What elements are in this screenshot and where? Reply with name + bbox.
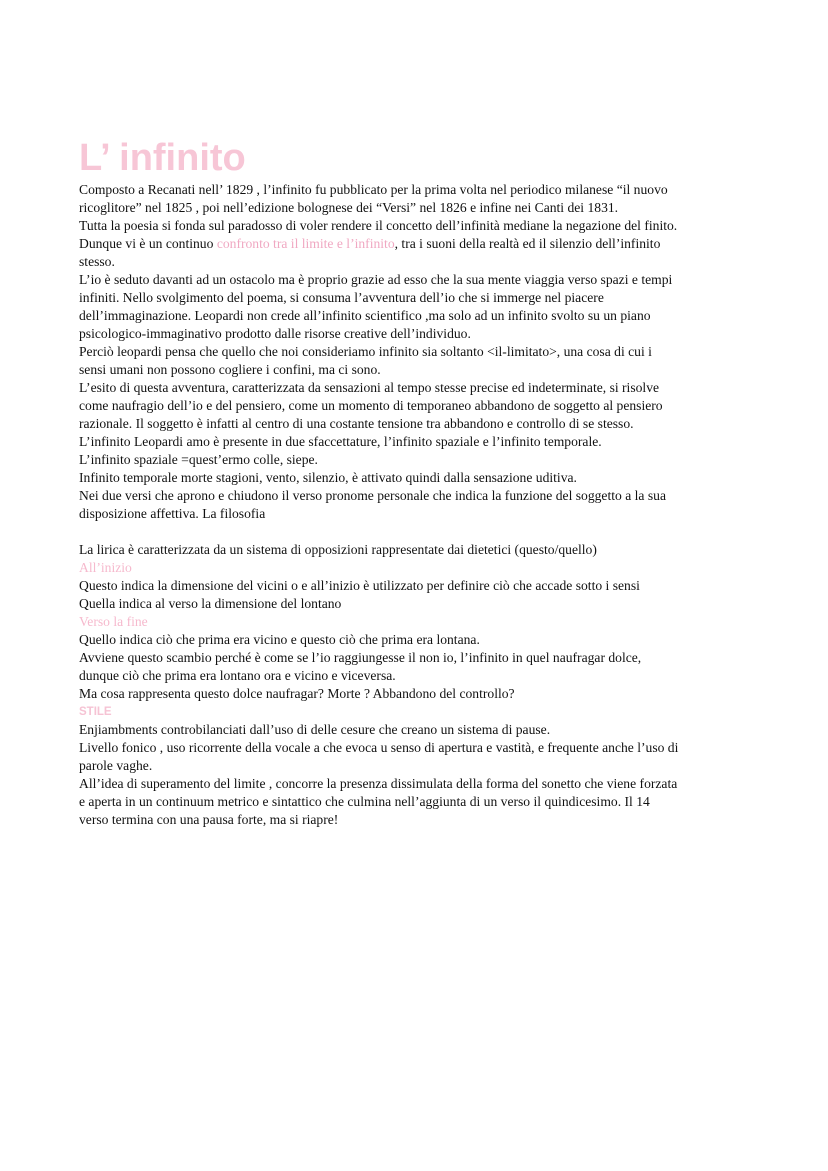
text-line: L’infinito Leopardi amo è presente in due sfaccettature, l’infinito spaziale e l’infinito temporale. xyxy=(79,434,602,449)
page-title: L’ infinito xyxy=(79,137,246,179)
text-line: Ma cosa rappresenta questo dolce naufragar? Morte ? Abbandono del controllo? xyxy=(79,686,515,701)
text-line: dell’immaginazione. Leopardi non crede all’infinito scientifico ,ma solo ad un infinito svolto su un piano xyxy=(79,308,651,323)
text-line: La lirica è caratterizzata da un sistema di opposizioni rappresentate dai dietetici (questo/quello) xyxy=(79,542,597,557)
text-line-dunque xyxy=(79,235,751,253)
text-segment: Dunque vi è un continuo xyxy=(79,236,217,251)
text-line: Quella indica al verso la dimensione del lontano xyxy=(79,596,342,611)
text-line: Nei due versi che aprono e chiudono il verso pronome personale che indica la funzione del soggetto a la sua xyxy=(79,488,666,503)
text-line: stesso. xyxy=(79,254,115,269)
text-line: sensi umani non possono cogliere i confini, ma ci sono. xyxy=(79,362,381,377)
text-line: L’infinito spaziale =quest’ermo colle, siepe. xyxy=(79,452,318,467)
text-line: L’esito di questa avventura, caratterizzata da sensazioni al tempo stesse precise ed indeterminate, si risolve xyxy=(79,380,660,395)
text-line: Composto a Recanati nell’ 1829 , l’infinito fu pubblicato per la prima volta nel periodico milanese “il nuovo xyxy=(79,182,668,197)
text-line: verso termina con una pausa forte, ma si riapre! xyxy=(79,812,339,827)
document-body xyxy=(79,181,751,829)
text-line: Enjiambments controbilanciati dall’uso di delle cesure che creano un sistema di pause. xyxy=(79,722,551,737)
text-line: e aperta in un continuum metrico e sintattico che culmina nell’aggiunta di un verso il quindicesimo. Il 14 xyxy=(79,794,650,809)
paragraph-gap xyxy=(79,523,751,541)
text-line: ricoglitore” nel 1825 , poi nell’edizione bolognese dei “Versi” nel 1826 e infine nei Canti dei 1831. xyxy=(79,200,619,215)
text-line: disposizione affettiva. La filosofia xyxy=(79,506,266,521)
text-line: Infinito temporale morte stagioni, vento, silenzio, è attivato quindi dalla sensazione uditiva. xyxy=(79,470,577,485)
subheading-inizio: All’inizio xyxy=(79,560,132,575)
text-line: psicologico-immaginativo prodotto dalle risorse creative dell’individuo. xyxy=(79,326,471,341)
text-line: Avviene questo scambio perché è come se l’io raggiungesse il non io, l’infinito in quel naufragar dolce, xyxy=(79,650,642,665)
subheading-fine: Verso la fine xyxy=(79,614,148,629)
text-line: All’idea di superamento del limite , concorre la presenza dissimulata della forma del sonetto che viene forzata xyxy=(79,776,678,791)
text-line: Questo indica la dimensione del vicini o e all’inizio è utilizzato per definire ciò che accade sotto i sensi xyxy=(79,578,640,593)
text-segment: , tra i suoni della realtà ed il silenzio dell’infinito xyxy=(394,236,661,251)
text-line: L’io è seduto davanti ad un ostacolo ma è proprio grazie ad esso che la sua mente viaggia verso spazi e tempi xyxy=(79,272,673,287)
text-line: parole vaghe. xyxy=(79,758,153,773)
text-line: Tutta la poesia si fonda sul paradosso di voler rendere il concetto dell’infinità mediane la negazione del finito. xyxy=(79,218,678,233)
text-line: razionale. Il soggetto è infatti al centro di una costante tensione tra abbandono e controllo di se stesso. xyxy=(79,416,634,431)
text-line: dunque ciò che prima era lontano ora e vicino e viceversa. xyxy=(79,668,396,683)
subheading-stile: STILE xyxy=(79,706,112,718)
text-line: infiniti. Nello svolgimento del poema, si consuma l’avventura dell’io che si immerge nel piacere xyxy=(79,290,604,305)
highlighted-phrase: confronto tra il limite e l’infinito xyxy=(216,236,395,251)
text-line: Perciò leopardi pensa che quello che noi consideriamo infinito sia soltanto <il-limitato>, una cosa di cui i xyxy=(79,344,652,359)
text-line: come naufragio dell’io e del pensiero, come un momento di temporaneo abbandono de soggetto al pensiero xyxy=(79,398,663,413)
text-line: Quello indica ciò che prima era vicino e questo ciò che prima era lontana. xyxy=(79,632,480,647)
text-line: Livello fonico , uso ricorrente della vocale a che evoca u senso di apertura e vastità, e frequente anche l’uso di xyxy=(79,740,679,755)
